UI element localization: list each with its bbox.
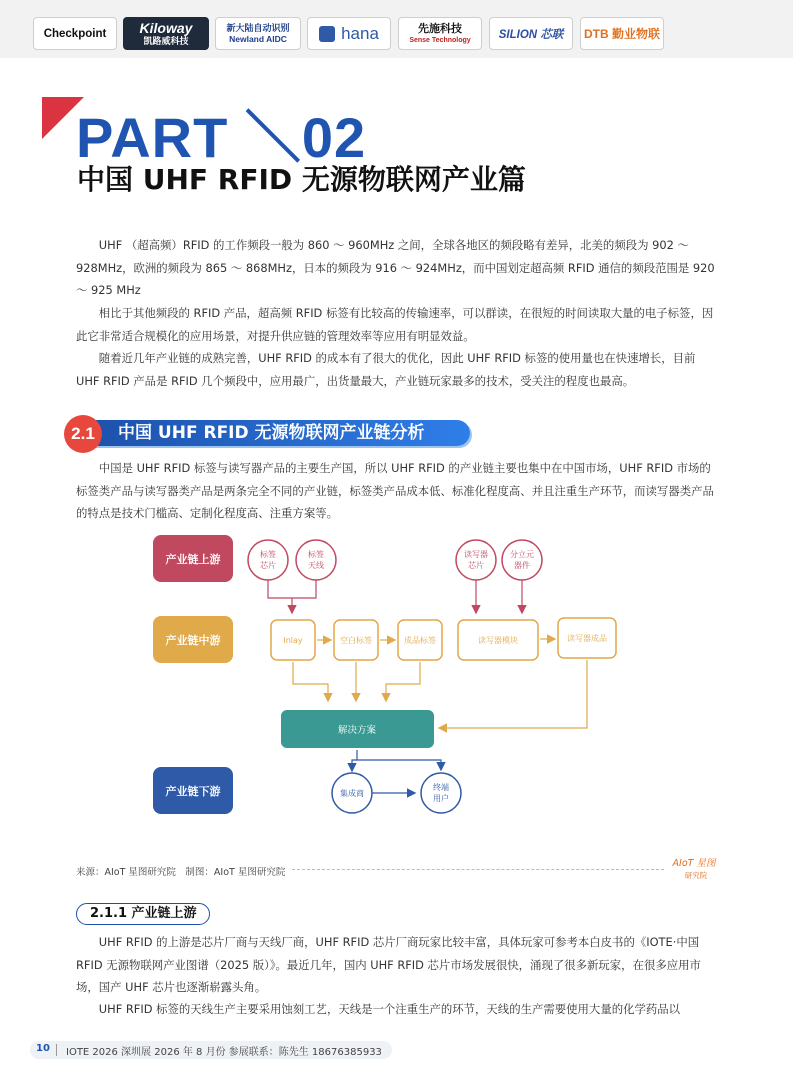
upstream-connectors — [268, 580, 522, 612]
upstream-node-discrete-components — [502, 540, 542, 580]
downstream-node-end-user-line2: 用户 — [433, 794, 449, 803]
midstream-node-inlay-label: Inlay — [283, 636, 303, 645]
stage-midstream — [153, 616, 233, 663]
logo-hana-text: hana — [341, 23, 379, 43]
subsection-paragraph-2: UHF RFID 标签的天线生产主要采用蚀刻工艺，天线是一个注重生产的环节，天线的生产需要使用大量的化学药品以 — [98, 1002, 681, 1016]
intro-paragraph-1: UHF （超高频）RFID 的工作频段一般为 860 ～ 960MHz 之间，全球各地区的频段略有差异，北美的频段为 902 ～ 928MHz，欧洲的频段为 865 ～ 868MHz，日本的频段为 916 ～ 924MHz，而中国划定超高频 RFID 通信的频段范围是 920 ～ 925 MHz — [76, 238, 715, 297]
stage-downstream — [153, 767, 233, 814]
upstream-node-tag-chip-line1: 标签 — [260, 550, 276, 559]
upstream-node-tag-antenna-line1: 标签 — [308, 550, 324, 559]
part-subtitle: 中国 UHF RFID 无源物联网产业篇 — [77, 163, 526, 196]
source-divider — [292, 869, 664, 870]
upstream-node-reader-chip-line1: 读写器 — [464, 550, 488, 559]
midstream-node-finished-tag — [398, 620, 442, 660]
logo-sense-text: 先施科技 — [418, 22, 462, 35]
logo-newland-text: 新大陆自动识别 — [226, 22, 290, 33]
logo-kiloway-text: Kiloway — [139, 19, 193, 36]
midstream-node-inlay — [271, 620, 315, 660]
upstream-node-tag-chip — [248, 540, 288, 580]
aiot-logo — [666, 855, 722, 881]
logo-sense-subtext: Sense Technology — [409, 36, 471, 44]
logo-silion-text: SILION 芯联 — [498, 28, 564, 41]
downstream-node-end-user — [421, 773, 461, 813]
midstream-node-reader-product-label: 读写器成品 — [567, 634, 607, 643]
downstream-node-end-user-line1: 终端 — [433, 783, 449, 792]
logo-dtb-text: DTB 勤业物联 — [584, 27, 660, 41]
intro-paragraph-3: 随着近几年产业链的成熟完善，UHF RFID 的成本有了很大的优化，因此 UHF RFID 标签的使用量也在快速增长，目前 UHF RFID 产品是 RFID 几个频段中，应用最广，出货量最大，产业链玩家最多的技术，受关注的程度也最高。 — [76, 351, 696, 388]
midstream-node-reader-product — [558, 618, 616, 658]
downstream-node-integrator — [332, 773, 372, 813]
stage-upstream — [153, 535, 233, 582]
subsection-title: 产业链上游 — [131, 906, 197, 921]
subsection-paragraph-1: UHF RFID 的上游是芯片厂商与天线厂商，UHF RFID 芯片厂商玩家比较丰富，具体玩家可参考本白皮书的《IOTE·中国 RFID 无源物联网产业图谱（2025 版）》。最近几年，国内 UHF RFID 芯片市场发展很快，涌现了很多新玩家，在很多应用市场，国产 UHF 芯片也逐渐崭露头角。 — [76, 935, 701, 994]
midstream-node-reader-module — [458, 620, 538, 660]
subsection-number: 2.1.1 — [90, 906, 128, 921]
upstream-node-tag-chip-line2: 芯片 — [260, 561, 276, 570]
page-number: 10 — [36, 1043, 50, 1054]
upstream-node-tag-antenna-line2: 天线 — [308, 561, 324, 570]
solution-node-label: 解决方案 — [337, 725, 377, 736]
downstream-node-integrator-label: 集成商 — [340, 789, 364, 798]
section-paragraph: 中国是 UHF RFID 标签与读写器产品的主要生产国，所以 UHF RFID 的产业链主要也集中在中国市场，UHF RFID 市场的标签类产品与读写器类产品是两条完全不同的产业链，标签类产品成本低、标准化程度高、并且注重生产环节，而读写器类产品的特点是技术门槛高、定制化程度高、注重方案等。 — [76, 461, 714, 520]
footer-separator — [56, 1044, 57, 1056]
aiot-logo-line1: AIoT 星图 — [672, 858, 716, 869]
section-number: 2.1 — [64, 415, 102, 453]
logo-checkpoint-text: Checkpoint — [43, 27, 107, 40]
footer-text: IOTE 2026 深圳展 2026 年 8 月份 参展联系：陈先生 18676385933 — [66, 1047, 382, 1058]
upstream-node-tag-antenna — [296, 540, 336, 580]
subsection-header — [90, 905, 197, 923]
stage-upstream-label: 产业链上游 — [165, 553, 221, 566]
stage-downstream-label: 产业链下游 — [165, 785, 221, 798]
stage-midstream-label: 产业链中游 — [165, 634, 221, 647]
intro-paragraph-2: 相比于其他频段的 RFID 产品，超高频 RFID 标签有比较高的传输速率，可以群读，在很短的时间读取大量的电子标签，因此它非常适合规模化的应用场景，对提升供应链的管理效率等应用有明显效益。 — [76, 306, 714, 343]
midstream-node-finished-tag-label: 成品标签 — [404, 636, 436, 645]
solution-node — [281, 710, 434, 748]
midstream-node-reader-module-label: 读写器模块 — [478, 636, 518, 645]
upstream-node-discrete-line1: 分立元 — [510, 550, 534, 559]
logo-newland-subtext: Newland AIDC — [229, 33, 287, 44]
section-title: 中国 UHF RFID 无源物联网产业链分析 — [118, 423, 425, 443]
midstream-node-blank-tag-label: 空白标签 — [340, 636, 372, 645]
upstream-node-reader-chip — [456, 540, 496, 580]
midstream-node-blank-tag — [334, 620, 378, 660]
part-title: PART ＼02 — [76, 106, 367, 169]
source-note: 来源：AIoT 星图研究院 制图：AIoT 星图研究院 — [76, 867, 286, 878]
logo-kiloway-subtext: 凯路威科技 — [143, 35, 189, 46]
aiot-logo-line2: 研究院 — [684, 871, 708, 880]
upstream-node-discrete-line2: 器件 — [514, 561, 530, 570]
upstream-node-reader-chip-line2: 芯片 — [468, 561, 484, 570]
